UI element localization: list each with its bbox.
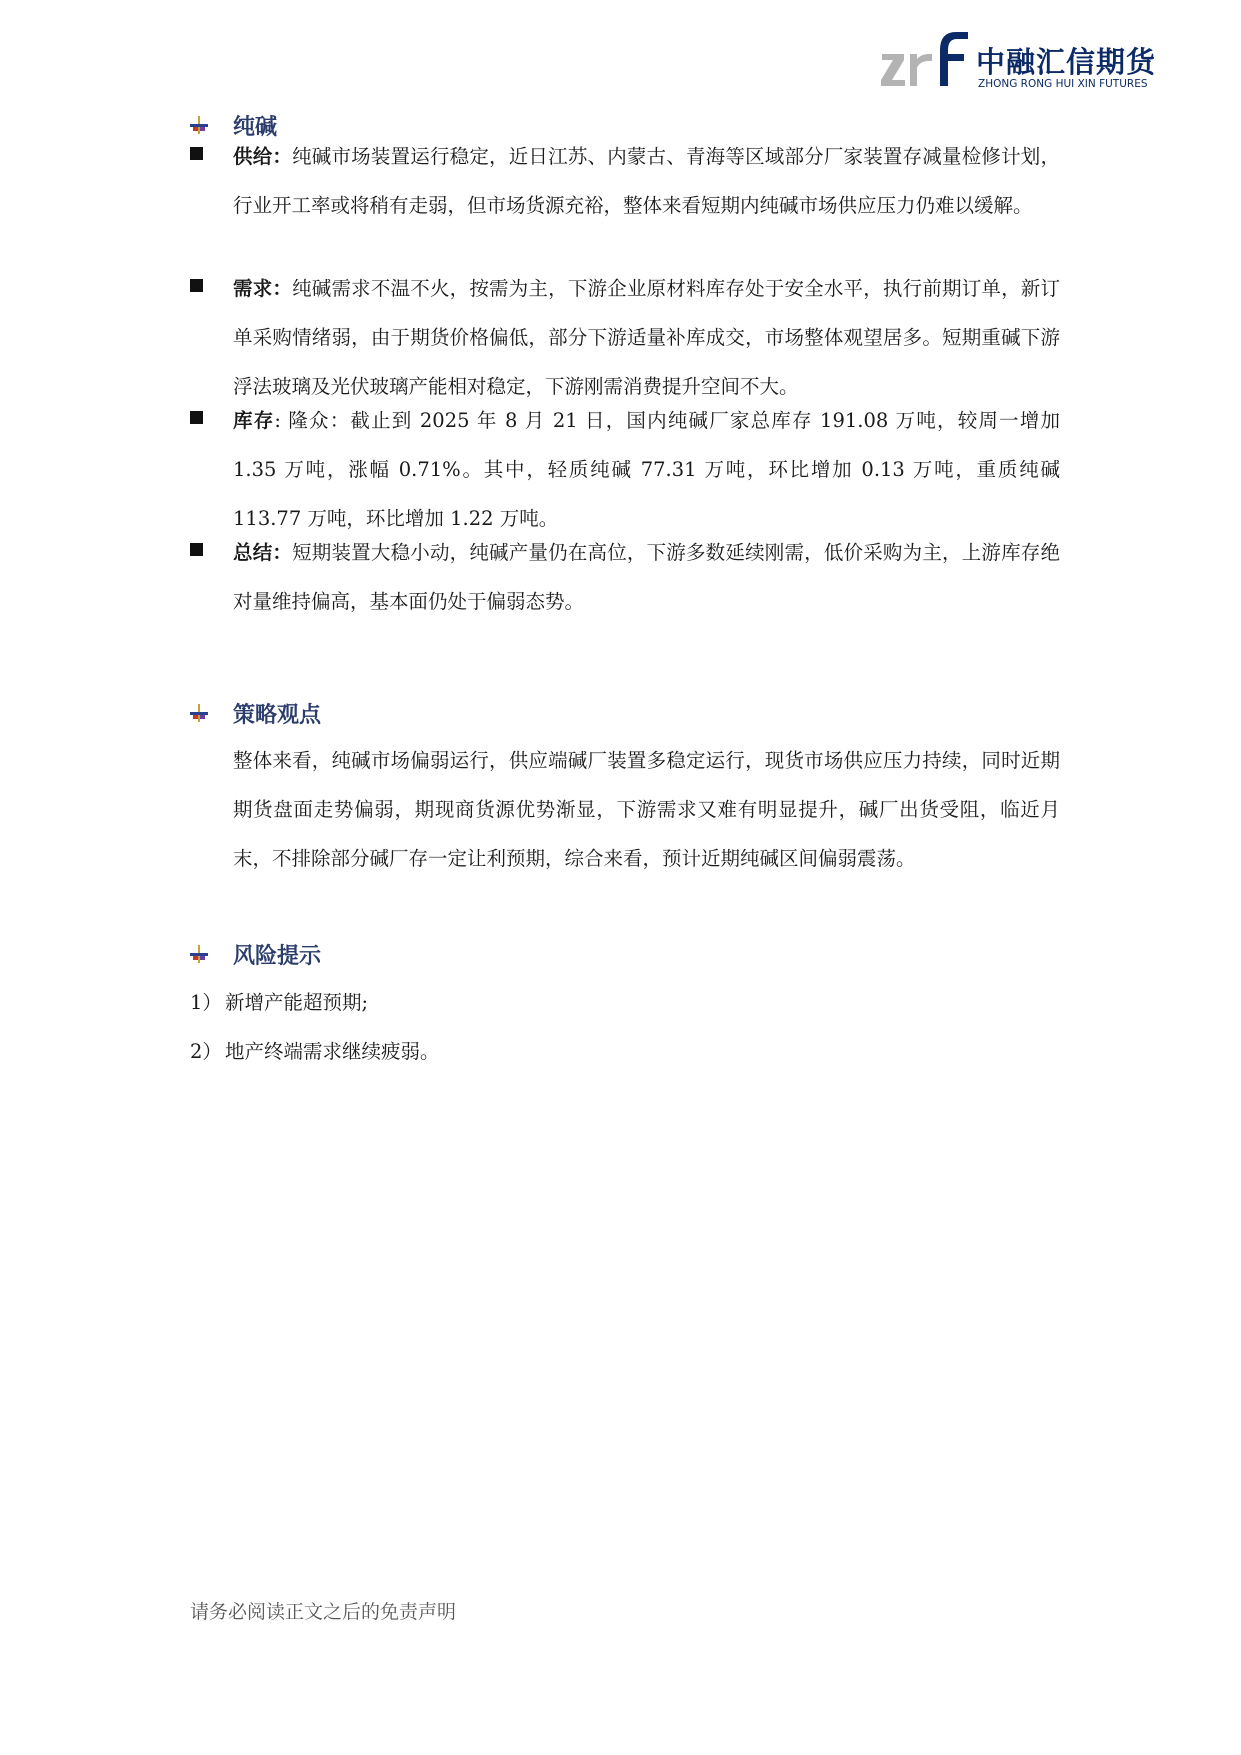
zrf-logo-mark-icon	[880, 28, 970, 94]
inventory-item	[190, 396, 1060, 543]
section-marker-icon	[190, 945, 208, 963]
demand-item	[190, 264, 1060, 411]
strategy-paragraph: 整体来看，纯碱市场偏弱运行，供应端碱厂装置多稳定运行，现货市场供应压力持续，同时近期期货盘面走势偏弱，期现商货源优势渐显，下游需求又难有明显提升，碱厂出货受阻，临近月末，不排除部分碱厂存一定让利预期，综合来看，预计近期纯碱区间偏弱震荡。	[233, 749, 1060, 870]
bullet-square-icon	[190, 147, 203, 160]
risk-text: 地产终端需求继续疲弱。	[225, 1040, 440, 1063]
logo-chinese-name: 中融汇信期货	[976, 45, 1157, 79]
section-heading-strategy	[190, 696, 321, 730]
inventory-paragraph	[233, 396, 1060, 543]
summary-text: 短期装置大稳小动，纯碱产量仍在高位，下游多数延续刚需，低价采购为主，上游库存绝对量维持偏高，基本面仍处于偏弱态势。	[233, 541, 1060, 613]
demand-text: 纯碱需求不温不火，按需为主，下游企业原材料库存处于安全水平，执行前期订单，新订单采购情绪弱，由于期货价格偏低，部分下游适量补库成交，市场整体观望居多。短期重碱下游浮法玻璃及光伏玻璃产能相对稳定，下游刚需消费提升空间不大。	[233, 277, 1060, 398]
bullet-square-icon	[190, 279, 203, 292]
section-title: 策略观点	[233, 702, 322, 728]
supply-paragraph	[233, 132, 1060, 230]
supply-item	[190, 132, 1060, 230]
section-heading-risk	[190, 937, 321, 971]
risk-item	[190, 1037, 440, 1067]
demand-paragraph	[233, 264, 1060, 411]
summary-label: 总结：	[233, 541, 293, 564]
summary-paragraph	[233, 528, 1060, 626]
disclaimer-note: 请务必阅读正文之后的免责声明	[190, 1601, 457, 1623]
risk-number: 2）	[190, 1040, 222, 1063]
bullet-square-icon	[190, 543, 203, 556]
supply-label: 供给：	[233, 145, 293, 168]
section-title: 纯碱	[233, 114, 278, 140]
logo-english-name: ZHONG RONG HUI XIN FUTURES	[978, 78, 1148, 90]
summary-item	[190, 528, 1060, 626]
risk-number: 1）	[190, 991, 222, 1014]
risk-item	[190, 988, 368, 1018]
company-logo	[880, 28, 1170, 94]
demand-label: 需求：	[233, 277, 293, 300]
supply-text: 纯碱市场装置运行稳定，近日江苏、内蒙古、青海等区域部分厂家装置存减量检修计划，行业开工率或将稍有走弱，但市场货源充裕，整体来看短期内纯碱市场供应压力仍难以缓解。	[233, 145, 1060, 217]
bullet-square-icon	[190, 411, 203, 424]
inventory-text: : 隆众：截止到 2025 年 8 月 21 日，国内纯碱厂家总库存 191.08 万吨，较周一增加 1.35 万吨，涨幅 0.71%。其中，轻质纯碱 77.31 万吨，环比增加 0.13 万吨，重质纯碱 113.77 万吨，环比增加 1.22 万吨。	[233, 409, 1060, 530]
inventory-label: 库存	[233, 409, 275, 432]
section-marker-icon	[190, 704, 208, 722]
section-title: 风险提示	[233, 943, 322, 969]
risk-text: 新增产能超预期;	[225, 991, 369, 1014]
